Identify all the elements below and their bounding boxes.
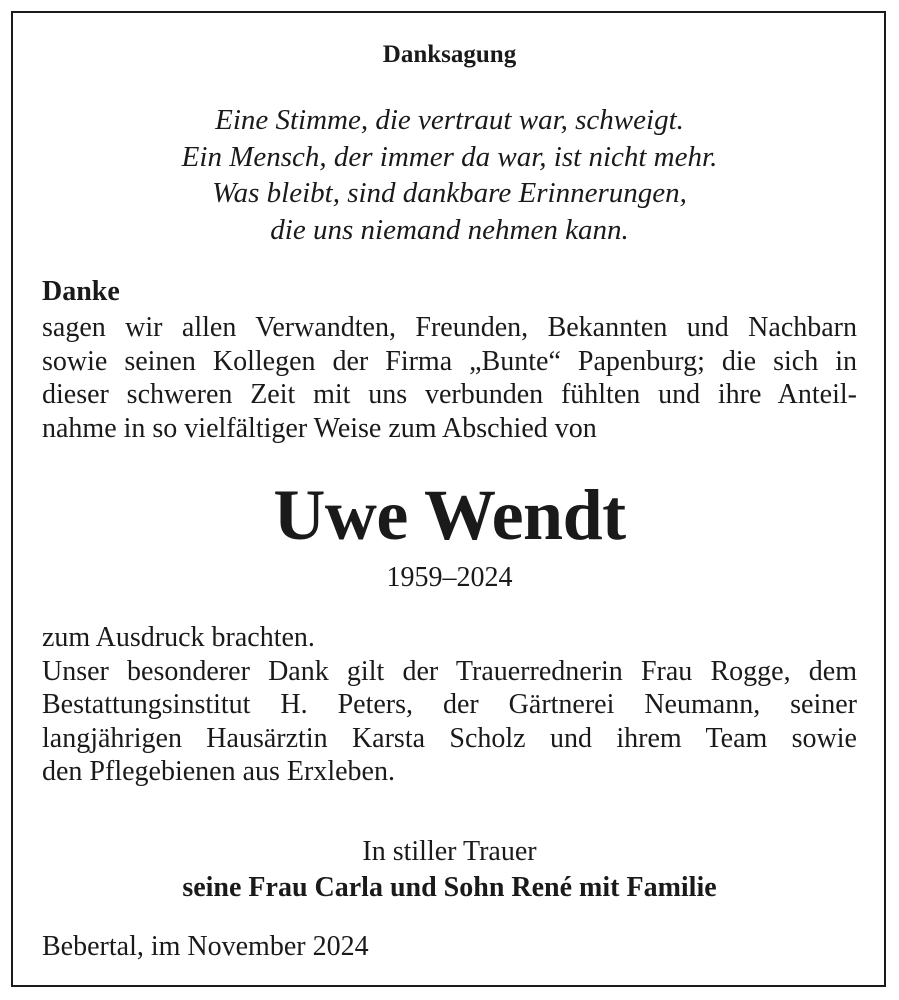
paragraph-line: dieser schweren Zeit mit uns verbunden fühlten und ihre Anteil- bbox=[42, 379, 857, 410]
paragraph-line: den Pflegebienen aus Erxleben. bbox=[42, 756, 395, 787]
closing-phrase: In stiller Trauer bbox=[362, 836, 537, 867]
paragraph-line: langjährigen Hausärztin Karsta Scholz und ihrem Team sowie bbox=[42, 722, 857, 754]
paragraph-line: Bestattungsinstitut H. Peters, der Gärtnerei Neumann, seiner bbox=[42, 689, 857, 720]
notice-heading: Danksagung bbox=[382, 41, 517, 68]
thanks-title: Danke bbox=[42, 276, 120, 307]
deceased-name: Uwe Wendt bbox=[273, 475, 626, 555]
special-thanks-paragraph bbox=[42, 621, 857, 789]
thanks-paragraph bbox=[42, 311, 857, 445]
poem-line: Eine Stimme, die vertraut war, schweigt. bbox=[215, 104, 684, 136]
signers: seine Frau Carla und Sohn René mit Familie bbox=[182, 872, 717, 903]
poem-line: Was bleibt, sind dankbare Erinnerungen, bbox=[212, 177, 687, 209]
poem-line: Ein Mensch, der immer da war, ist nicht mehr. bbox=[181, 140, 718, 173]
paragraph-line: sagen wir allen Verwandten, Freunden, Bekannten und Nachbarn bbox=[42, 312, 857, 343]
life-years: 1959–2024 bbox=[386, 562, 513, 593]
paragraph-line: zum Ausdruck brachten. bbox=[42, 622, 315, 653]
place-date: Bebertal, im November 2024 bbox=[42, 931, 369, 962]
poem-line: die uns niemand nehmen kann. bbox=[270, 213, 629, 246]
paragraph-line: sowie seinen Kollegen der Firma „Bunte“ Papenburg; die sich in bbox=[42, 345, 857, 377]
poem bbox=[0, 102, 899, 248]
paragraph-line: nahme in so vielfältiger Weise zum Abschied von bbox=[42, 412, 597, 444]
closing-block bbox=[0, 834, 899, 906]
paragraph-line: Unser besonderer Dank gilt der Trauerrednerin Frau Rogge, dem bbox=[42, 655, 857, 687]
